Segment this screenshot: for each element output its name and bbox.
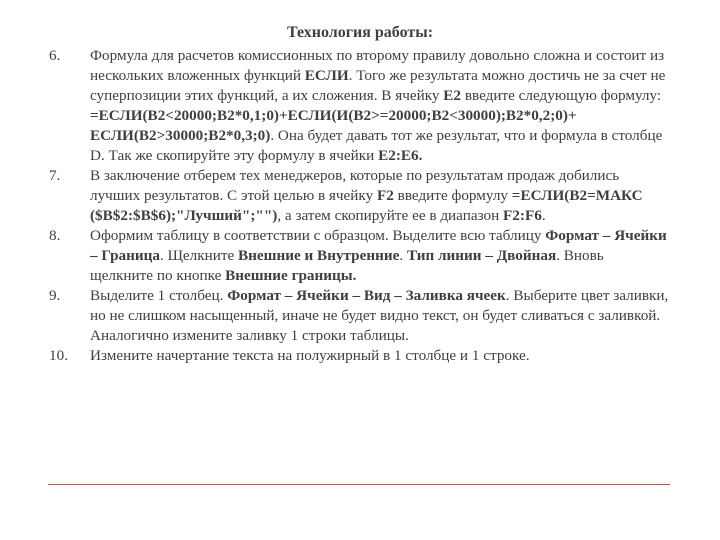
text-run: . (541, 207, 546, 224)
text-run: Выделите 1 столбец. (90, 287, 228, 304)
bold-run: Е2 (443, 87, 462, 104)
bold-run: =ЕСЛИ(В2<20000;В2*0,1;0)+ЕСЛИ(И(В2>=20000;В2<30000);В2*0,2;0)+ ЕСЛИ(В2>30000;В2*0,3;0) (90, 107, 577, 144)
step-number: 9. (49, 287, 61, 304)
step-number: 7. (49, 167, 61, 184)
step-number: 8. (49, 227, 61, 244)
text-run: Формула для расчетов комиссионных по второму правилу довольно сложна и состоит из нескольких вложенных функций (90, 47, 665, 84)
step-number: 10. (49, 347, 68, 364)
text-run: . Выберите цвет заливки, но не слишком насыщенный, иначе не будет видно текст, он будет сливаться с заливкой. Аналогично измените заливку 1 строки таблицы. (90, 287, 669, 344)
bold-run: =ЕСЛИ(В2=МАКС ($В$2:$В$6);"Лучший";"") (90, 187, 643, 224)
bold-run: Е2:Е6. (378, 147, 423, 164)
text-run: , а затем скопируйте ее в диапазон (277, 207, 504, 224)
step-number: 6. (49, 47, 61, 64)
text-run: . Того же результата можно достичь не за счет не суперпозиции этих функций, а их сложения. В ячейку (90, 67, 666, 104)
step-text (90, 346, 670, 366)
text-run: Измените начертание текста на полужирный в 1 столбце и 1 строке. (90, 347, 530, 364)
heading-text: Технология работы: (286, 24, 434, 41)
step-item (0, 286, 720, 346)
text-run: . (399, 247, 407, 264)
bold-run: Внешние границы. (225, 267, 357, 284)
step-text (90, 286, 670, 346)
bold-run: F2:F6 (503, 207, 542, 224)
bold-run: ЕСЛИ (304, 67, 349, 84)
bold-run: Формат – Ячейки – Граница (90, 227, 667, 264)
text-run: введите формулу (393, 187, 512, 204)
step-item (0, 226, 720, 286)
text-run: . Вновь щелкните по кнопке (90, 247, 604, 284)
steps-list (0, 46, 720, 366)
step-text (90, 226, 670, 286)
step-item (0, 166, 720, 226)
text-run: В заключение отберем тех менеджеров, которые по результатам продаж добились лучших результатов. С этой целью в ячейку (90, 167, 620, 204)
text-run: введите следующую формулу: (461, 87, 662, 104)
page-heading (0, 24, 720, 42)
bottom-divider (48, 484, 670, 485)
text-run: . Щелкните (159, 247, 239, 264)
bold-run: F2 (376, 187, 394, 204)
text-run: . Она будет давать тот же результат, что и формула в столбце D. Так же скопируйте эту формулу в ячейки (90, 127, 663, 164)
step-item (0, 346, 720, 366)
bold-run: Формат – Ячейки – Вид – Заливка ячеек (227, 287, 506, 304)
step-text (90, 46, 670, 166)
bold-run: Внешние и Внутренние (238, 247, 400, 264)
bold-run: Тип линии – Двойная (406, 247, 557, 264)
step-text (90, 166, 670, 226)
step-item (0, 46, 720, 166)
text-run: Оформим таблицу в соответствии с образцом. Выделите всю таблицу (90, 227, 546, 244)
